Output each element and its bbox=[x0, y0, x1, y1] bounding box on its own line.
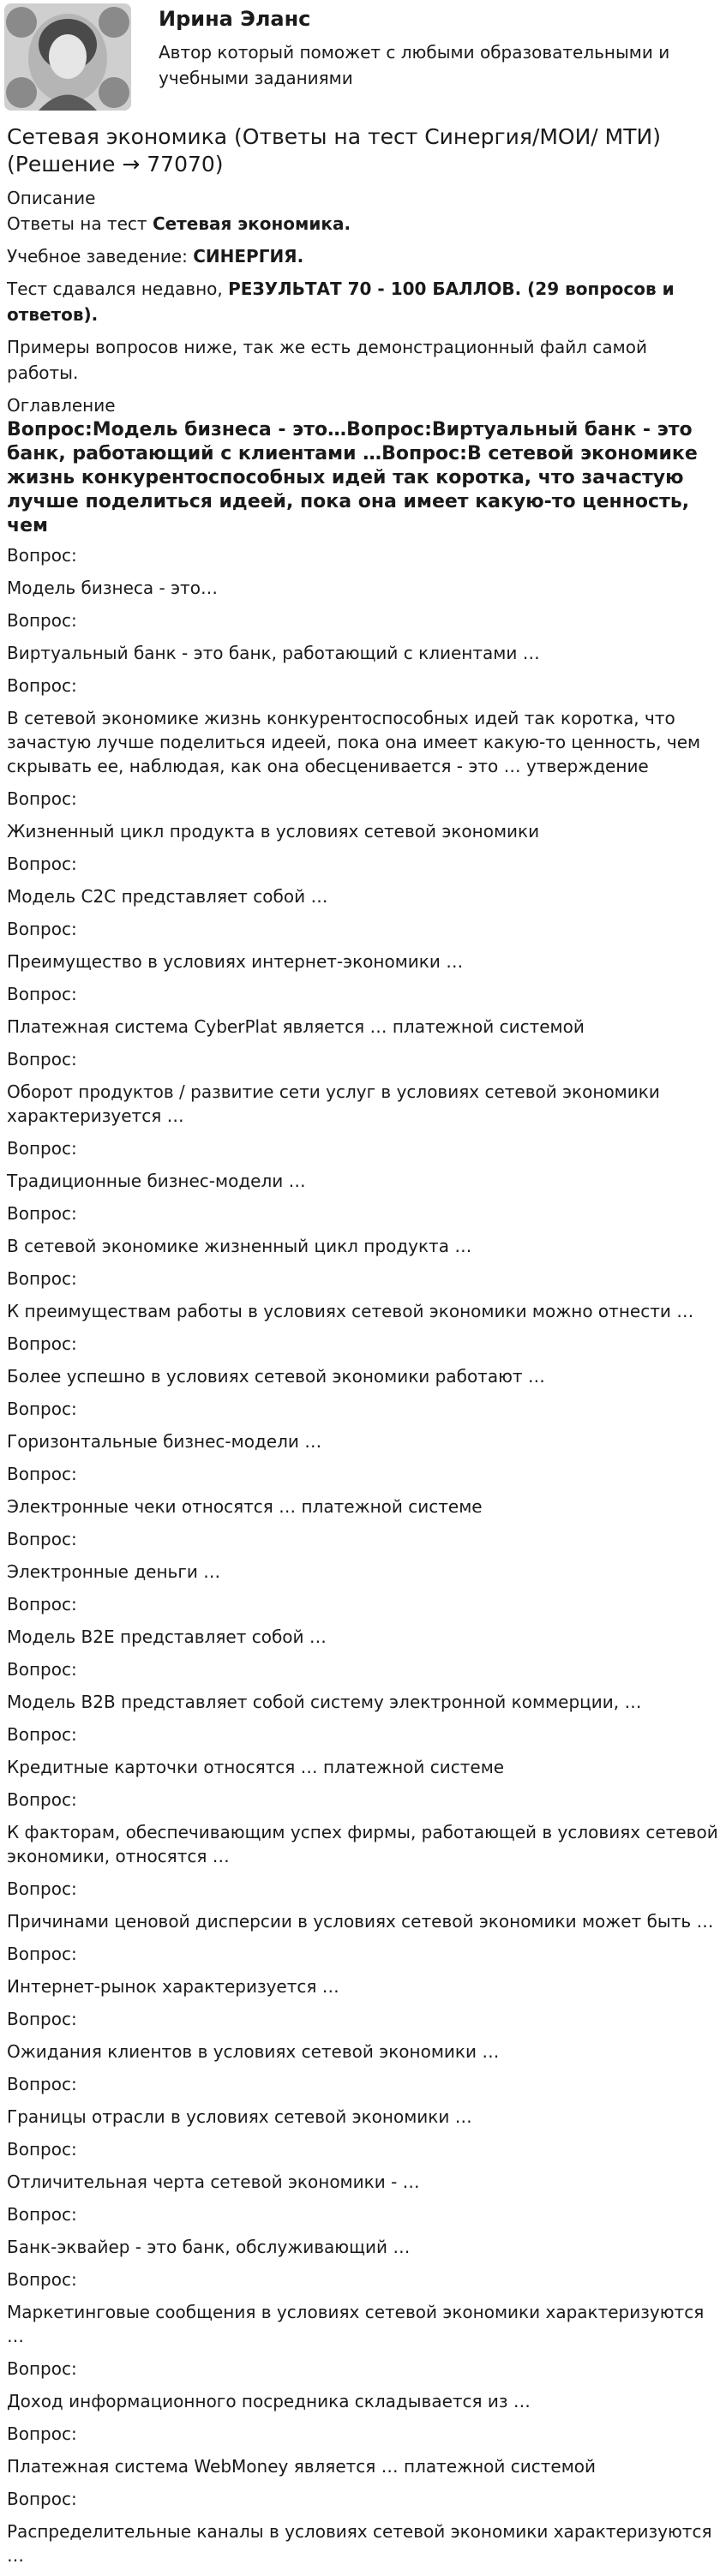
qa-list bbox=[7, 543, 720, 2567]
question-label: Вопрос: bbox=[7, 2423, 77, 2444]
description-line-2 bbox=[7, 243, 720, 269]
question-text: К факторам, обеспечивающим успех фирмы, работающей в условиях сетевой экономики, относятся … bbox=[7, 1822, 718, 1866]
description-line-4: Примеры вопросов ниже, так же есть демонстрационный файл самой работы. bbox=[7, 337, 647, 383]
author-name[interactable]: Ирина Эланс bbox=[159, 7, 311, 31]
line1-prefix: Ответы на тест bbox=[7, 213, 153, 234]
question-text: Ожидания клиентов в условиях сетевой экономики … bbox=[7, 2041, 500, 2062]
line3-prefix: Тест сдавался недавно, bbox=[7, 279, 229, 299]
question-label: Вопрос: bbox=[7, 545, 77, 566]
question-label: Вопрос: bbox=[7, 1878, 77, 1899]
description-line-3 bbox=[7, 276, 720, 327]
description-line-1 bbox=[7, 211, 720, 237]
question-label: Вопрос: bbox=[7, 1724, 77, 1745]
question-label: Вопрос: bbox=[7, 854, 77, 874]
question-label: Вопрос: bbox=[7, 2009, 77, 2029]
question-text: Отличительная черта сетевой экономики - … bbox=[7, 2172, 420, 2192]
question-text: Платежная система CyberPlat является … платежной системой bbox=[7, 1016, 585, 1037]
question-label: Вопрос: bbox=[7, 1659, 77, 1680]
question-label: Вопрос: bbox=[7, 1049, 77, 1069]
author-avatar[interactable] bbox=[4, 3, 131, 111]
avatar-image bbox=[4, 3, 131, 111]
line3-bold: РЕЗУЛЬТАТ 70 - 100 БАЛЛОВ. (29 вопросов и ответов). bbox=[7, 279, 675, 325]
question-text: Электронные деньги … bbox=[7, 1561, 221, 1582]
question-text: Маркетинговые сообщения в условиях сетевой экономики характеризуются … bbox=[7, 2302, 705, 2346]
question-text: К преимуществам работы в условиях сетевой экономики можно отнести … bbox=[7, 1301, 694, 1321]
question-text: Платежная система WebMoney является … платежной системой bbox=[7, 2456, 597, 2477]
line2-bold: СИНЕРГИЯ. bbox=[193, 246, 304, 267]
question-label: Вопрос: bbox=[7, 1333, 77, 1354]
question-label: Вопрос: bbox=[7, 1203, 77, 1224]
question-label: Вопрос: bbox=[7, 2139, 77, 2160]
main-content bbox=[7, 123, 720, 2576]
question-text: Преимущество в условиях интернет-экономики … bbox=[7, 951, 464, 972]
question-text: Модель бизнеса - это… bbox=[7, 578, 218, 598]
question-label: Вопрос: bbox=[7, 2204, 77, 2225]
question-text: Традиционные бизнес-модели … bbox=[7, 1171, 306, 1191]
question-text: В сетевой экономике жизнь конкурентоспособных идей так коротка, что зачастую лучше поделиться идеей, пока она имеет какую-то ценность, чем скрывать ее, наблюдая, как она обесценивается - это … утверждение bbox=[7, 708, 701, 776]
question-label: Вопрос: bbox=[7, 675, 77, 696]
question-text: Более успешно в условиях сетевой экономики работают … bbox=[7, 1366, 545, 1387]
page-title: Сетевая экономика (Ответы на тест Синергия/МОИ/ МТИ) (Решение → 77070) bbox=[7, 124, 661, 177]
question-text: Распределительные каналы в условиях сетевой экономики характеризуются … bbox=[7, 2521, 712, 2566]
description-label: Описание bbox=[7, 188, 96, 208]
question-label: Вопрос: bbox=[7, 2269, 77, 2290]
question-text: Модель B2B представляет собой систему электронной коммерции, … bbox=[7, 1692, 642, 1712]
toc-label: Оглавление bbox=[7, 395, 116, 416]
question-label: Вопрос: bbox=[7, 984, 77, 1004]
question-label: Вопрос: bbox=[7, 1529, 77, 1549]
question-text: Модель C2C представляет собой … bbox=[7, 886, 328, 907]
question-label: Вопрос: bbox=[7, 919, 77, 939]
author-header bbox=[0, 0, 726, 120]
line2-prefix: Учебное заведение: bbox=[7, 246, 194, 267]
question-text: Оборот продуктов / развитие сети услуг в условиях сетевой экономики характеризуется … bbox=[7, 1081, 660, 1126]
question-text: В сетевой экономике жизненный цикл продукта … bbox=[7, 1236, 472, 1256]
question-text: Виртуальный банк - это банк, работающий с клиентами … bbox=[7, 643, 540, 663]
question-label: Вопрос: bbox=[7, 2489, 77, 2509]
question-text: Доход информационного посредника складывается из … bbox=[7, 2391, 531, 2411]
question-label: Вопрос: bbox=[7, 2074, 77, 2094]
question-text: Электронные чеки относятся … платежной системе bbox=[7, 1496, 483, 1517]
question-text: Жизненный цикл продукта в условиях сетевой экономики bbox=[7, 821, 540, 842]
question-label: Вопрос: bbox=[7, 788, 77, 809]
question-label: Вопрос: bbox=[7, 610, 77, 631]
question-label: Вопрос: bbox=[7, 1138, 77, 1159]
question-text: Модель B2E представляет собой … bbox=[7, 1626, 327, 1647]
question-label: Вопрос: bbox=[7, 1594, 77, 1614]
author-bio: Автор который поможет с любыми образовательными и учебными заданиями bbox=[159, 42, 670, 88]
line1-bold: Сетевая экономика. bbox=[152, 213, 351, 234]
question-text: Банк-эквайер - это банк, обслуживающий … bbox=[7, 2237, 411, 2257]
question-label: Вопрос: bbox=[7, 1944, 77, 1964]
question-label: Вопрос: bbox=[7, 1399, 77, 1419]
question-text: Горизонтальные бизнес-модели … bbox=[7, 1431, 322, 1452]
question-text: Интернет-рынок характеризуется … bbox=[7, 1976, 339, 1997]
question-text: Кредитные карточки относятся … платежной системе bbox=[7, 1757, 505, 1777]
question-text: Границы отрасли в условиях сетевой экономики … bbox=[7, 2106, 472, 2127]
question-label: Вопрос: bbox=[7, 1789, 77, 1810]
toc-heading: Вопрос:Модель бизнеса - это…Вопрос:Виртуальный банк - это банк, работающий с клиентами …Вопрос:В сетевой экономике жизнь конкурентоспособных идей так коротка, что зачастую лучше поделиться идеей, пока она имеет какую-то ценность, чем bbox=[7, 419, 698, 536]
question-text: Причинами ценовой дисперсии в условиях сетевой экономики может быть … bbox=[7, 1911, 714, 1932]
question-label: Вопрос: bbox=[7, 1268, 77, 1289]
question-label: Вопрос: bbox=[7, 2358, 77, 2379]
question-label: Вопрос: bbox=[7, 1464, 77, 1484]
